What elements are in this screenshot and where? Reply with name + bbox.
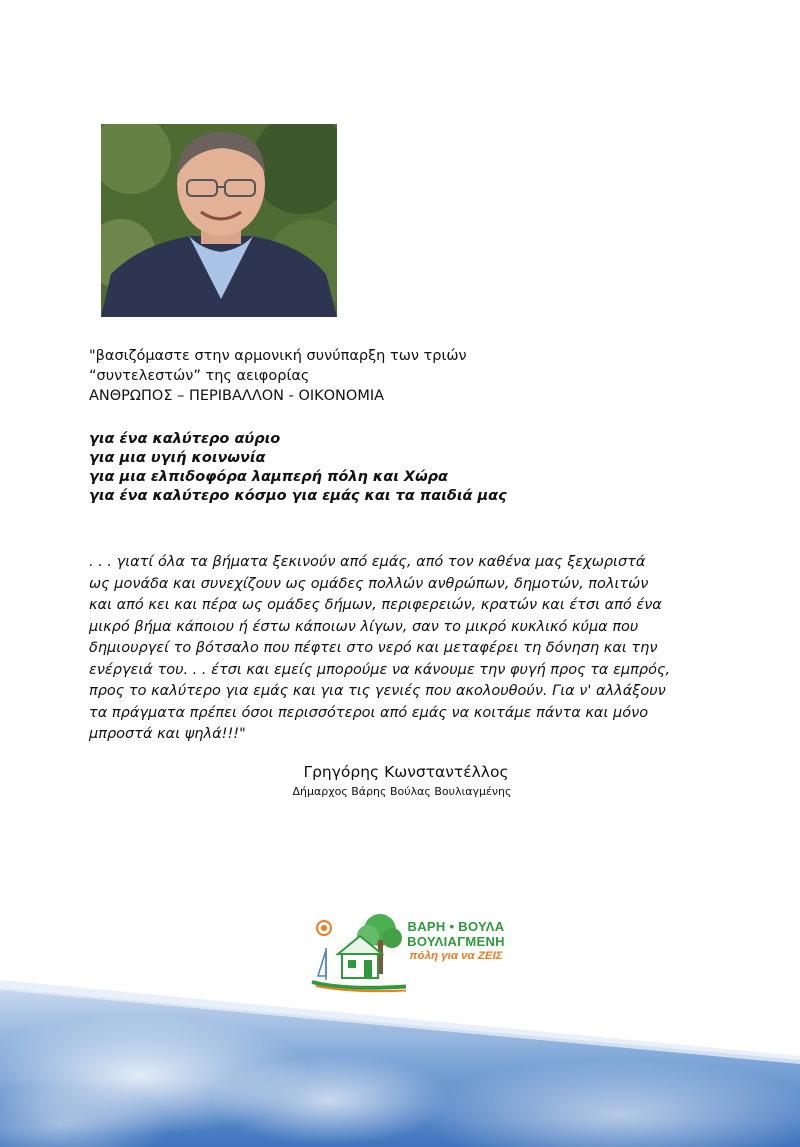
logo-line2: ΒΟΥΛΙΑΓΜΕΝΗ <box>407 934 505 949</box>
sky-background <box>0 980 800 1147</box>
wishes-list <box>89 430 649 506</box>
portrait-photo <box>101 124 337 317</box>
body-paragraph <box>89 552 709 746</box>
signature-name: Γρηγόρης Κωνσταντέλλος <box>303 763 509 781</box>
logo-text <box>401 919 511 963</box>
quote-intro <box>89 346 649 406</box>
quote-intro-line: “συντελεστών” της αειφορίας <box>89 368 310 384</box>
signature-title: Δήμαρχος Βάρης Βούλας Βουλιαγμένης <box>292 785 512 798</box>
wish-line: για ένα καλύτερο κόσμο για εμάς και τα παιδιά μας <box>89 488 507 504</box>
logo-line1: ΒΑΡΗ • ΒΟΥΛΑ <box>407 919 505 934</box>
body-line: μικρό βήμα κάποιου ή έστω κάποιων λίγων, σαν το μικρό κυκλικό κύμα που <box>89 618 639 635</box>
logo-line3: πόλη για να ΖΕΙΣ <box>409 950 503 962</box>
body-line: προς το καλύτερο για εμάς και για τις γενιές που ακολουθούν. Για ν' αλλάξουν <box>89 683 666 699</box>
body-line: . . . γιατί όλα τα βήματα ξεκινούν από εμάς, από τον καθένα μας ξεχωριστά <box>89 554 646 570</box>
quote-intro-line: ΑΝΘΡΩΠΟΣ – ΠΕΡΙΒΑΛΛΟΝ - ΟΙΚΟΝΟΜΙΑ <box>89 388 385 404</box>
body-line: δημιουργεί το βότσαλο που πέφτει στο νερό και μεταφέρει τη δόνηση και την <box>89 640 658 656</box>
wish-line: για μια ελπιδοφόρα λαμπερή πόλη και Χώρα <box>89 469 449 485</box>
body-line: και από κει και πέρα ως ομάδες δήμων, περιφερειών, κρατών και έτσι από ένα <box>89 597 662 613</box>
body-line: ενέργειά του. . . έτσι και εμείς μπορούμε να κάνουμε την φυγή προς τα εμπρός, <box>89 661 671 678</box>
wish-line: για μια υγιή κοινωνία <box>89 450 266 466</box>
quote-intro-line: "βασιζόμαστε στην αρμονική συνύπαρξη των τριών <box>89 348 467 364</box>
body-line: τα πράγματα πρέπει όσοι περισσότεροι από εμάς να κοιτάμε πάντα και μόνο <box>89 704 649 721</box>
body-line: μπροστά και ψηλά!!!" <box>89 726 246 742</box>
wish-line: για ένα καλύτερο αύριο <box>89 431 281 447</box>
body-line: ως μονάδα και συνεχίζουν ως ομάδες πολλών ανθρώπων, δημοτών, πολιτών <box>89 575 649 592</box>
